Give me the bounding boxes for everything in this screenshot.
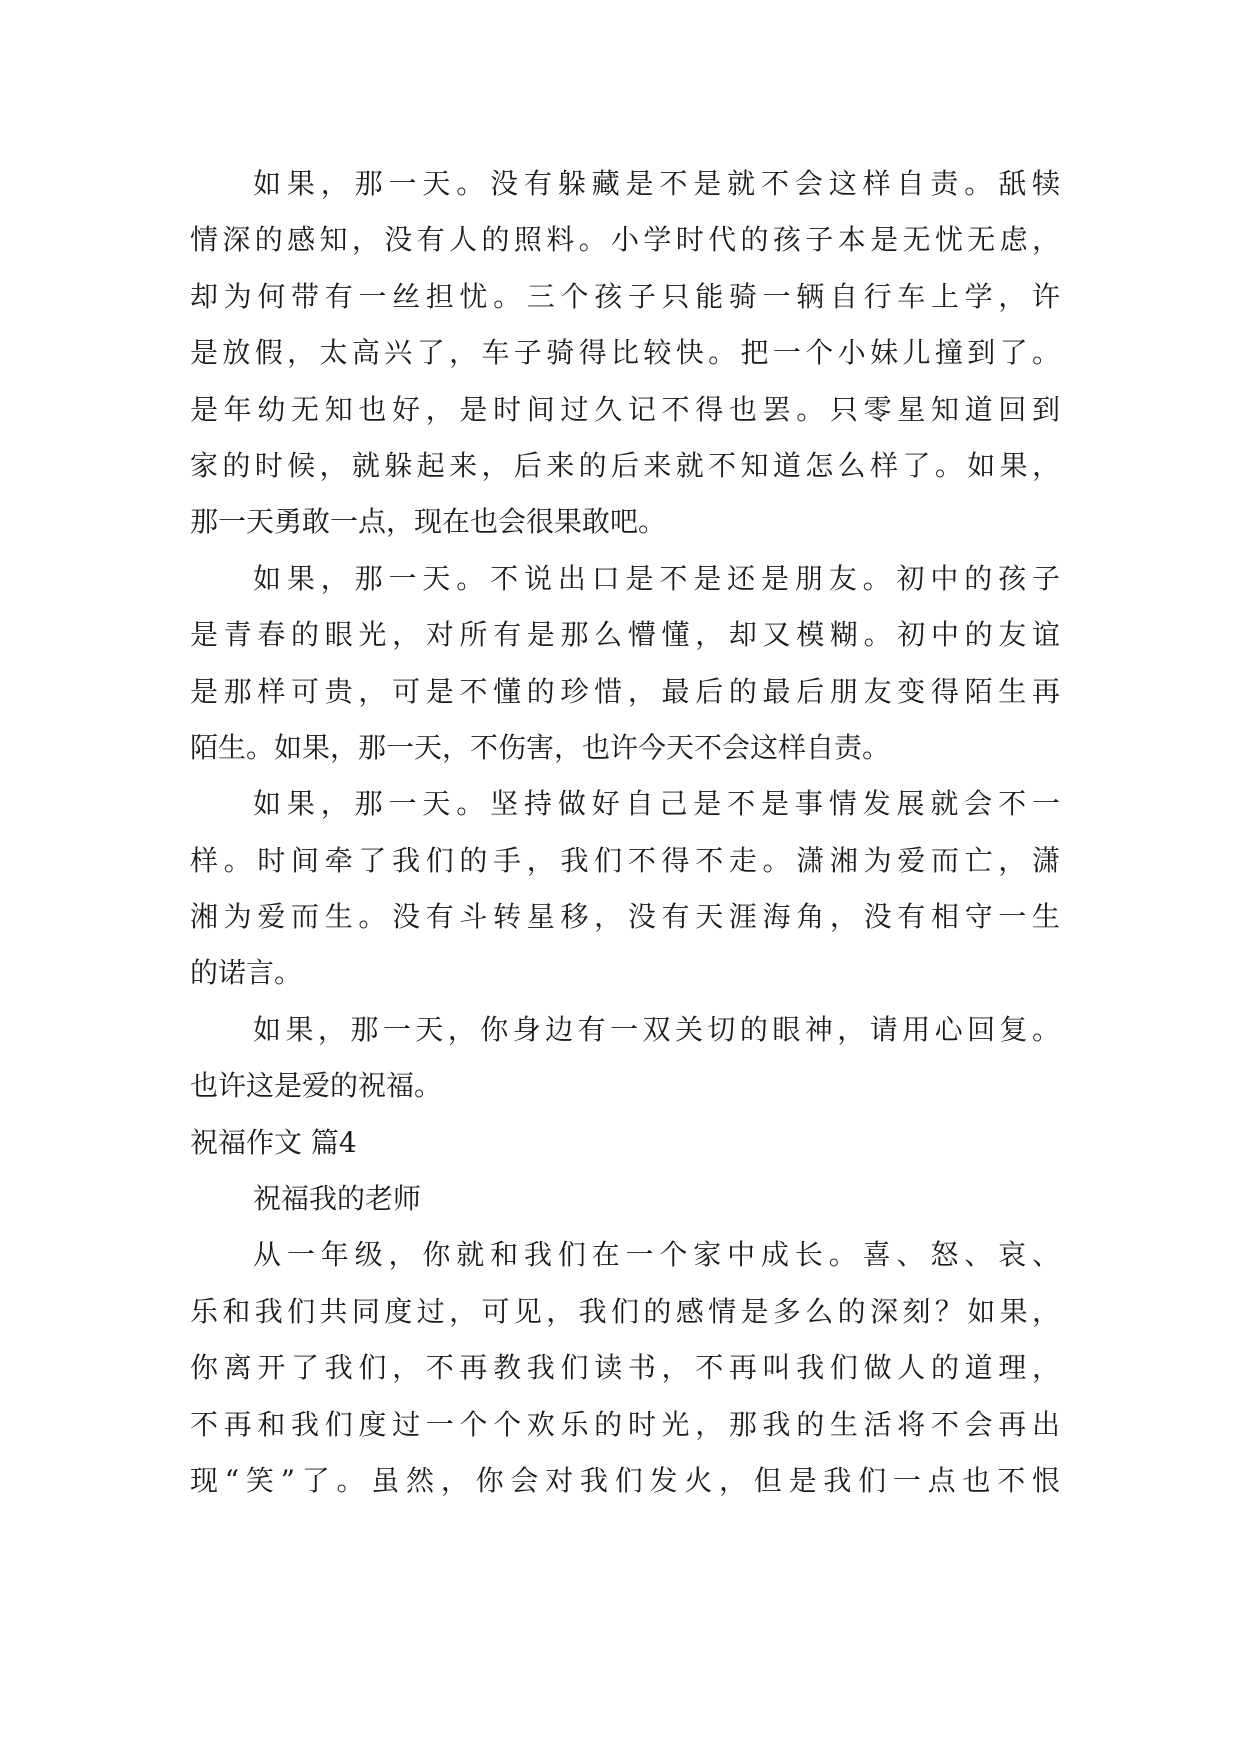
paragraph xyxy=(190,776,1060,1002)
paragraph xyxy=(190,1227,1060,1509)
paragraph xyxy=(190,156,1060,551)
paragraph-line: 不再和我们度过一个个欢乐的时光，那我的生活将不会再出 xyxy=(190,1407,1060,1441)
paragraph-line: 乐和我们共同度过，可见，我们的感情是多么的深刻？如果， xyxy=(190,1294,1060,1328)
article-subtitle: 祝福我的老师 xyxy=(253,1182,422,1216)
paragraph xyxy=(190,1002,1060,1115)
paragraph-line: 的诺言。 xyxy=(190,956,303,990)
paragraph-line: 是年幼无知也好，是时间过久记不得也罢。只零星知道回到 xyxy=(190,392,1060,426)
paragraph-line: 样。时间牵了我们的手，我们不得不走。潇湘为爱而亡，潇 xyxy=(190,843,1060,877)
paragraph-line: 那一天勇敢一点，现在也会很果敢吧。 xyxy=(190,505,667,539)
paragraph-line: 家的时候，就躲起来，后来的后来就不知道怎么样了。如果， xyxy=(190,448,1060,482)
paragraph-line: 也许这是爱的祝福。 xyxy=(190,1069,443,1103)
paragraph-line: 你离开了我们，不再教我们读书，不再叫我们做人的道理， xyxy=(190,1351,1060,1385)
paragraph xyxy=(190,551,1060,777)
paragraph-line: 是放假，太高兴了，车子骑得比较快。把一个小妹儿撞到了。 xyxy=(190,336,1060,370)
paragraph-line: 如果，那一天。坚持做好自己是不是事情发展就会不一 xyxy=(253,787,1060,821)
paragraph-line: 是那样可贵，可是不懂的珍惜，最后的最后朋友变得陌生再 xyxy=(190,674,1060,708)
paragraph-line: 湘为爱而生。没有斗转星移，没有天涯海角，没有相守一生 xyxy=(190,900,1060,934)
paragraph-line: 从一年级，你就和我们在一个家中成长。喜、怒、哀、 xyxy=(253,1238,1060,1272)
paragraph-line: 情深的感知，没有人的照料。小学时代的孩子本是无忧无虑， xyxy=(190,223,1060,257)
section-heading: 祝福作文 篇4 xyxy=(190,1125,357,1159)
paragraph-line: 如果，那一天。没有躲藏是不是就不会这样自责。舐犊 xyxy=(253,167,1060,200)
paragraph-line: 如果，那一天，你身边有一双关切的眼神，请用心回复。 xyxy=(253,1012,1060,1046)
paragraph-line: 如果，那一天。不说出口是不是还是朋友。初中的孩子 xyxy=(253,561,1060,595)
paragraph-line: 是青春的眼光，对所有是那么懵懂，却又模糊。初中的友谊 xyxy=(190,618,1060,652)
paragraph-line: 现“笑”了。虽然，你会对我们发火，但是我们一点也不恨 xyxy=(190,1463,1060,1497)
document-body xyxy=(190,156,1060,1509)
paragraph-line: 却为何带有一丝担忧。三个孩子只能骑一辆自行车上学，许 xyxy=(190,279,1060,313)
paragraph-line: 陌生。如果，那一天，不伤害，也许今天不会这样自责。 xyxy=(190,730,891,764)
